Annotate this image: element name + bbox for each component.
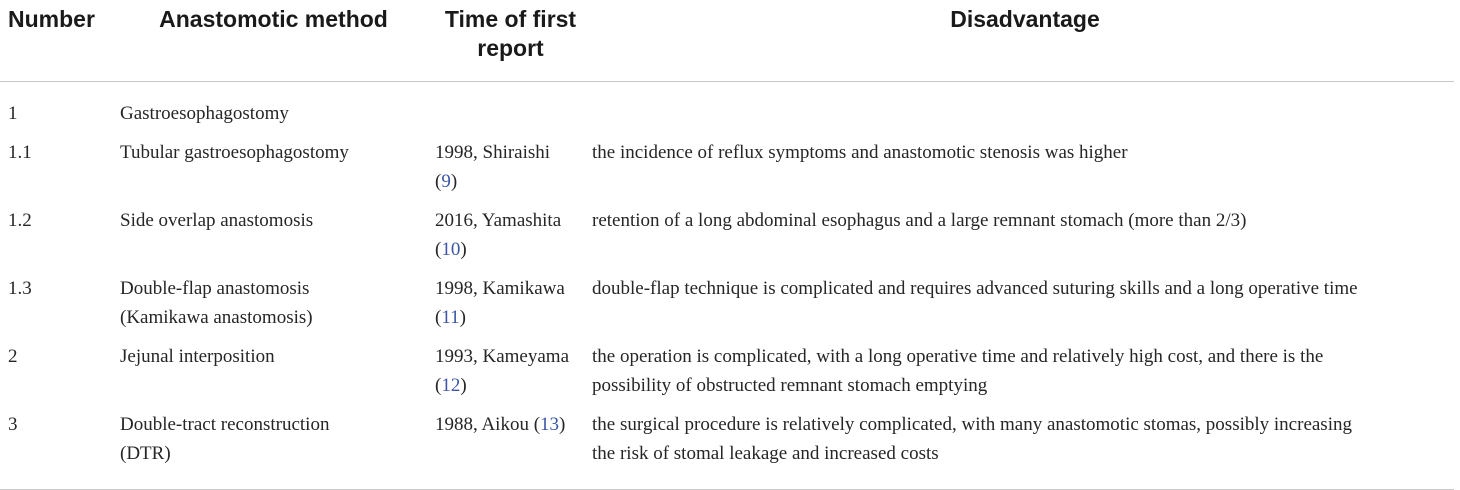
cell-method <box>118 82 425 132</box>
ref-close-paren: ) <box>460 239 467 260</box>
cell-time <box>425 403 592 490</box>
cell-method <box>118 403 425 490</box>
cell-time <box>425 199 592 267</box>
method-line1: Tubular gastroesophagostomy <box>120 142 349 163</box>
disadvantage-line1: the surgical procedure is relatively complicated, with many anastomotic stomas, possibly increasing <box>592 414 1352 435</box>
header-row <box>0 0 1454 82</box>
ref-open-paren: ( <box>435 171 442 192</box>
disadvantage-line2: the risk of stomal leakage and increased costs <box>592 443 939 464</box>
table-row <box>0 403 1454 490</box>
header-time-line2: report <box>477 35 544 61</box>
cell-disadvantage <box>592 82 1454 132</box>
cell-disadvantage <box>592 199 1454 267</box>
cell-number: 1 <box>8 103 18 124</box>
table-row <box>0 335 1454 403</box>
reference-link[interactable]: 11 <box>441 307 460 328</box>
cell-time <box>425 82 592 132</box>
table-body <box>0 82 1454 490</box>
header-time-of-first-report <box>425 0 592 82</box>
ref-open-paren: ( <box>435 375 442 396</box>
cell-disadvantage <box>592 403 1454 490</box>
cell-number: 2 <box>8 346 18 367</box>
method-line1: Jejunal interposition <box>120 346 275 367</box>
reference-link[interactable]: 13 <box>540 414 560 435</box>
cell-method <box>118 199 425 267</box>
disadvantage-line1: double-flap technique is complicated and requires advanced suturing skills and a long operative time <box>592 278 1358 299</box>
disadvantage-line2: possibility of obstructed remnant stomach emptying <box>592 375 988 396</box>
cell-method <box>118 267 425 335</box>
ref-close-paren: ) <box>450 171 458 192</box>
cell-time <box>425 267 592 335</box>
time-author: 1998, Kamikawa <box>435 278 565 299</box>
disadvantage-line1: retention of a long abdominal esophagus and a large remnant stomach (more than 2/3) <box>592 210 1247 231</box>
disadvantage-line1: the operation is complicated, with a long operative time and relatively high cost, and there is the <box>592 346 1324 367</box>
cell-number: 1.3 <box>8 278 32 299</box>
time-author: 1998, Shiraishi <box>435 142 551 163</box>
cell-number: 1.1 <box>8 142 32 163</box>
method-line2: (DTR) <box>120 443 171 464</box>
time-author: 2016, Yamashita <box>435 210 562 231</box>
cell-disadvantage <box>592 131 1454 199</box>
cell-number: 3 <box>0 403 118 490</box>
table-header <box>0 0 1454 82</box>
ref-open-paren: ( <box>533 414 541 435</box>
method-line1: Gastroesophagostomy <box>120 103 289 124</box>
table-row <box>0 267 1454 335</box>
ref-close-paren: ) <box>459 307 466 328</box>
reference-link[interactable]: 9 <box>441 171 451 192</box>
time-author: 1993, Kameyama <box>435 346 570 367</box>
cell-number: 1.2 <box>8 210 32 231</box>
time-author: 1988, Aikou <box>435 414 529 435</box>
header-disadvantage: Disadvantage <box>592 0 1454 82</box>
header-number: Number <box>0 0 118 82</box>
ref-close-paren: ) <box>559 414 566 435</box>
disadvantage-line1: the incidence of reflux symptoms and anastomotic stenosis was higher <box>592 142 1128 163</box>
method-line2: (Kamikawa anastomosis) <box>120 307 313 328</box>
reference-link[interactable]: 12 <box>441 375 461 396</box>
cell-method <box>118 335 425 403</box>
table-row <box>0 131 1454 199</box>
header-time-line1: Time of first <box>444 6 577 32</box>
cell-disadvantage <box>592 335 1454 403</box>
cell-method <box>118 131 425 199</box>
method-line1: Side overlap anastomosis <box>120 210 314 231</box>
reference-link[interactable]: 10 <box>441 239 461 260</box>
cell-time <box>425 131 592 199</box>
cell-disadvantage <box>592 267 1454 335</box>
ref-open-paren: ( <box>435 307 442 328</box>
ref-close-paren: ) <box>460 375 467 396</box>
header-anastomotic-method: Anastomotic method <box>118 0 425 82</box>
cell-time <box>425 335 592 403</box>
ref-open-paren: ( <box>435 239 442 260</box>
table-row <box>0 82 1454 132</box>
method-line1: Double-flap anastomosis <box>120 278 310 299</box>
method-line1: Double-tract reconstruction <box>120 414 330 435</box>
table-row <box>0 199 1454 267</box>
